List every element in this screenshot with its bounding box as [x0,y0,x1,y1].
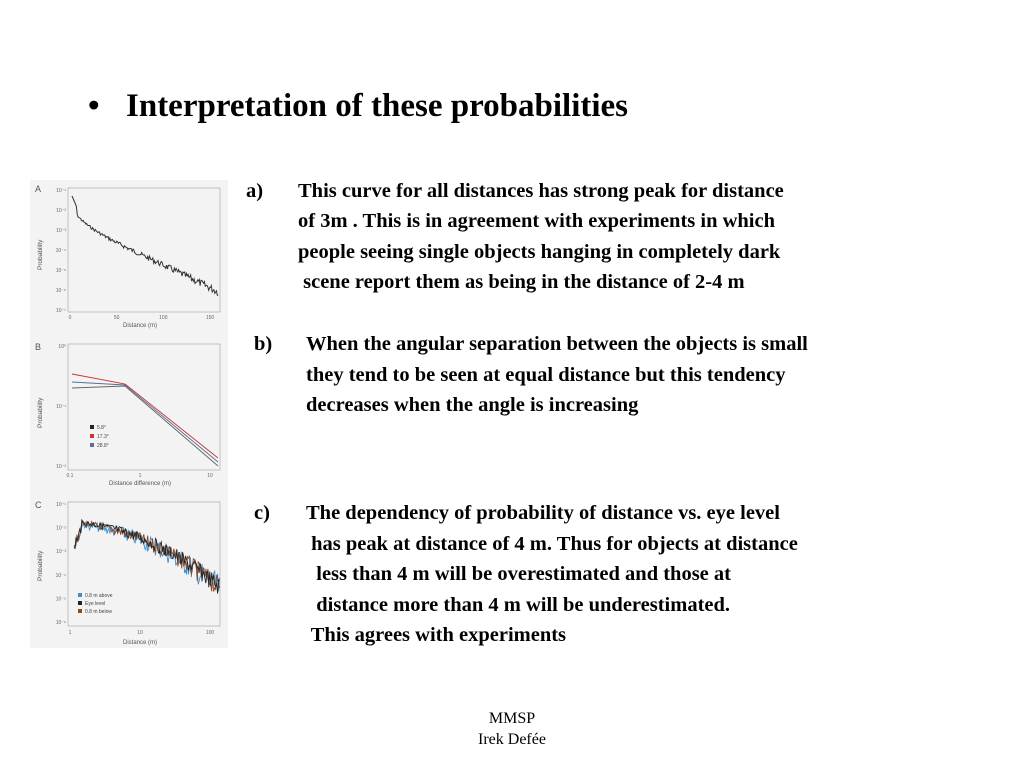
panel-a-y-tick-2: 10⁻³ [56,228,66,234]
panel-a-y-tick-4: 10⁻⁵ [55,268,66,274]
panel-a-xlabel: Distance (m) [122,323,158,329]
item-a-line-2: of 3m . This is in agreement with experiments in which [298,210,776,232]
footer [0,708,1024,750]
panel-a-x-tick-1: 50 [113,315,120,321]
panel-c [30,496,228,648]
item-b-line-1: When the angular separation between the objects is small [306,333,808,355]
panel-b-y-tick-0: 10⁰ [58,344,66,350]
legend-above: 0.8 m above [85,593,113,599]
panel-c-y-tick-0: 10⁻¹ [56,502,66,508]
panel-a-x-tick-3: 150 [205,315,215,321]
item-b-line-2: they tend to be seen at equal distance but this tendency [306,364,786,386]
item-a-line-1: This curve for all distances has strong peak for distance [298,180,784,202]
panel-b-x-tick-2: 10 [207,473,213,479]
panel-b-line-17 [72,382,218,462]
panel-b-x-tick-1: 1 [138,473,142,479]
panel-c-y-tick-1: 10⁻² [56,525,66,532]
heading-text: Interpretation of these probabilities [126,88,629,124]
panel-c-y-tick-3: 10⁻⁴ [55,572,66,579]
legend-5-8: 5.8° [97,425,106,431]
panel-c-curve-above [74,522,220,592]
footer-course: MMSP [488,710,536,727]
panel-c-label: C [35,500,42,510]
item-a-line-3: people seeing single objects hanging in completely dark [298,241,781,263]
item-c-line-5: This agrees with experiments [306,624,567,646]
panel-c-x-tick-0: 1 [68,630,72,636]
legend-28-8: 28.8° [97,443,109,449]
footer-author: Irek Defée [478,731,546,748]
panel-c-xlabel: Distance (m) [122,640,158,646]
panel-a-curve [72,196,218,295]
panel-a-y-tick-6: 10⁻⁷ [55,308,66,314]
panel-a-label: A [35,184,42,194]
panel-c-ylabel: Probability [37,550,44,581]
panel-c-x-tick-2: 100 [205,630,215,636]
bullet: • [88,88,100,124]
item-b-letter: b) [254,333,273,355]
panel-a-y-tick-0: 10⁻¹ [56,188,66,194]
legend-eye: Eye level [85,601,106,607]
item-a-line-4: scene report them as being in the distance of 2-4 m [298,271,745,293]
panel-b-label: B [35,342,42,352]
panel-a-y-tick-1: 10⁻² [56,208,66,214]
panel-c-y-tick-2: 10⁻³ [56,549,66,556]
item-b-line-3: decreases when the angle is increasing [306,394,639,416]
panel-a-ylabel: Probability [37,239,44,270]
panel-b-legend [90,425,109,449]
panel-a-y-tick-3: 10⁻⁴ [55,248,66,254]
item-c-line-2: has peak at distance of 4 m. Thus for objects at distance [306,533,798,555]
panel-a-x-tick-2: 100 [159,315,168,321]
panel-b-xlabel: Distance difference (m) [109,481,171,487]
panel-b-x-tick-0: 0.1 [66,473,74,479]
panel-c-y-tick-4: 10⁻⁵ [55,596,66,603]
figure-panels [30,180,228,648]
item-c-line-3: less than 4 m will be overestimated and those at [306,563,731,585]
panel-b [30,338,228,488]
legend-17-3: 17.3° [97,434,109,440]
item-c-line-4: distance more than 4 m will be underestimated. [306,594,731,616]
panel-a-x-tick-0: 0 [68,315,72,321]
panel-c-x-tick-1: 10 [137,630,143,636]
item-c-line-1: The dependency of probability of distance vs. eye level [306,502,780,524]
panel-a-y-tick-5: 10⁻⁶ [55,288,66,294]
panel-c-y-tick-5: 10⁻⁶ [55,620,66,626]
panel-b-y-tick-2: 10⁻² [56,464,66,470]
item-a-letter: a) [246,180,264,202]
panel-b-y-tick-1: 10⁻¹ [56,404,66,410]
legend-below: 0.8 m below [85,609,112,615]
panel-c-legend [78,593,113,615]
panel-b-ylabel: Probability [37,397,44,428]
slide-heading [88,88,628,125]
item-c-letter: c) [254,502,270,524]
panel-a [30,180,228,330]
